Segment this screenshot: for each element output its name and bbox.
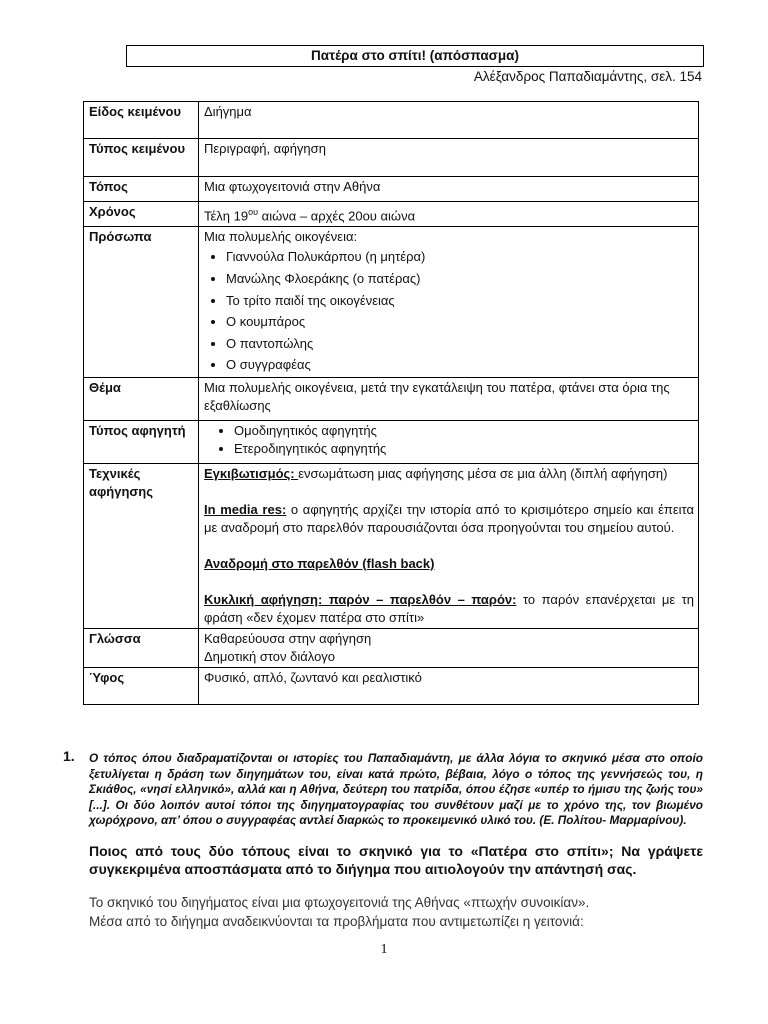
term: In media res: [204,501,287,517]
definition: το παρόν επανέρχεται με τη φράση «δεν έχομεν πατέρα στο σπίτι» [204,591,695,625]
persons-list [204,246,694,376]
row-label: Χρόνος [84,202,199,227]
row-label: Πρόσωπα [84,227,199,378]
list-item: • Ο συγγραφέας [226,354,694,376]
row-value: Μια φτωχογειτονιά στην Αθήνα [199,177,699,202]
list-item: • Ετεροδιηγητικός αφηγητής [234,440,694,458]
time-end: αιώνα – αρχές 20ου αιώνα [258,208,416,224]
term: Εγκιβωτισμός: [204,465,299,481]
row-label: Τύπος αφηγητή [84,420,199,463]
table-row [84,227,699,378]
row-label: Ύφος [84,667,199,704]
table-row [84,177,699,202]
row-label: Θέμα [84,377,199,420]
row-value [199,463,699,628]
technique-circular [204,591,694,627]
definition: ο αφηγητής αρχίζει την ιστορία από το κρισιμότερο σημείο και έπειτα με αναδρομή στο παρελθόν παρουσιάζονται όσα προηγούνται του σημείου αυτού. [204,501,694,535]
question-number: 1. [63,748,75,764]
list-item: • Ο κουμπάρος [226,311,694,333]
row-value: Διήγημα [199,102,699,139]
language-narration: Καθαρεύουσα στην αφήγηση [204,630,372,646]
row-label: Είδος κειμένου [84,102,199,139]
list-item: • Ο παντοπώλης [226,333,694,355]
row-value: Περιγραφή, αφήγηση [199,139,699,177]
technique-embedding [204,465,694,483]
table-row [84,628,699,667]
definition: ενσωμάτωση μιας αφήγησης μέσα σε μια άλλη (διπλή αφήγηση) [298,465,668,481]
list-item: • Γιαννούλα Πολυκάρπου (η μητέρα) [226,246,694,268]
author-reference: Αλέξανδρος Παπαδιαμάντης, σελ. 154 [473,69,702,84]
question-text: Ποιος από τους δύο τόπους είναι το σκηνικό για το «Πατέρα στο σπίτι»; Να γράψετε συγκεκριμένα αποσπάσματα από το διήγημα που αιτιολογούν την απάντησή σας. [89,843,703,877]
row-label: Τόπος [84,177,199,202]
question-quote: Ο τόπος όπου διαδραματίζονται οι ιστορίες του Παπαδιαμάντη, με άλλα λόγια το σκηνικό μέσα στο οποίο ξετυλίγεται η δράση των διηγημάτων του, είναι κατά πρώτο, βέβαια, λόγο ο τόπος της γεννήσεώς του, η Σκιάθος, «νησί ελληνικό», αλλά και η Αθήνα, δεύτερη του πατρίδα, όπου έζησε «υπέρ το ήμισυ της ζωής του» [...]. Οι δύο λοιπόν αυτοί τόποι της διηγηματογραφίας του συνθέτουν μαζί με το χρόνο της, τον βιωμένο χωρόχρονο, απ’ όπου ο συγγραφέας αντλεί διαρκώς το προκειμενικό υλικό του. (Ε. Πολίτου- Μαρμαρίνου). [89,751,703,828]
list-item: • Μανώλης Φλοεράκης (ο πατέρας) [226,268,694,290]
narrator-list [204,422,694,458]
ordinal-suffix: ου [248,207,259,217]
list-item: • Ομοδιηγητικός αφηγητής [234,422,694,440]
persons-intro: Μια πολυμελής οικογένεια: [204,229,358,245]
time-start: Τέλη 19 [204,208,249,224]
table-row [84,420,699,463]
answer-text [89,893,703,931]
answer-line-1: Το σκηνικό του διηγήματος είναι μια φτωχογειτονιά της Αθήνας «πτωχήν συνοικίαν». [89,895,590,910]
term: Κυκλική αφήγηση: παρόν – παρελθόν – παρόν: [204,591,517,607]
table-row [84,139,699,177]
row-value [199,628,699,667]
list-item: • Το τρίτο παιδί της οικογένειας [226,290,694,312]
document-title: Πατέρα στο σπίτι! (απόσπασμα) [126,45,704,67]
info-table [83,101,699,705]
row-value [199,227,699,378]
row-label: Γλώσσα [84,628,199,667]
table-row [84,377,699,420]
table-row [84,667,699,704]
row-value: Μια πολυμελής οικογένεια, μετά την εγκατάλειψη του πατέρα, φτάνει στα όρια της εξαθλίωσης [199,377,699,420]
row-label: Τεχνικές αφήγησης [84,463,199,628]
page-number: 1 [380,942,388,957]
language-dialogue: Δημοτική στον διάλογο [204,648,336,664]
technique-flashback [204,555,694,573]
row-value [199,420,699,463]
table-row [84,102,699,139]
answer-line-2: Μέσα από το διήγημα αναδεικνύονται τα προβλήματα που αντιμετωπίζει η γειτονιά: [89,914,584,929]
technique-in-media-res [204,501,694,537]
term: Αναδρομή στο παρελθόν (flash back) [204,555,435,571]
row-value: Φυσικό, απλό, ζωντανό και ρεαλιστικό [199,667,699,704]
row-label: Τύπος κειμένου [84,139,199,177]
table-row [84,202,699,227]
table-row [84,463,699,628]
row-value [199,202,699,227]
